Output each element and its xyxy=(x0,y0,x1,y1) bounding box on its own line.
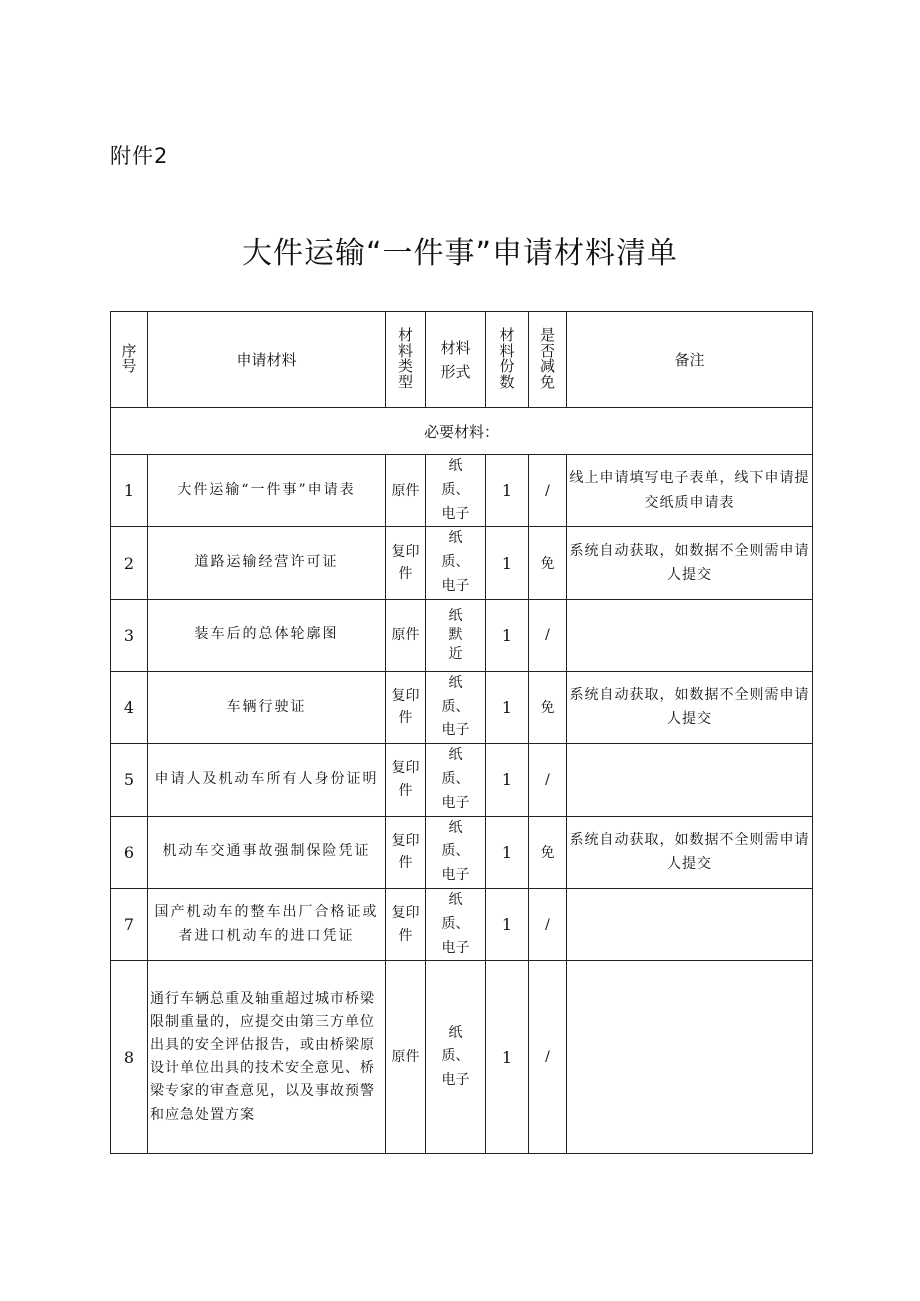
table-row xyxy=(111,455,813,527)
table-row xyxy=(111,527,813,599)
material-form: 纸默近 xyxy=(426,599,486,671)
material-type: 原件 xyxy=(386,599,426,671)
material-note xyxy=(567,888,813,960)
material-name: 申请人及机动车所有人身份证明 xyxy=(148,744,386,816)
document-title: 大件运输“一件事”申请材料清单 xyxy=(241,236,679,271)
material-note: 系统自动获取，如数据不全则需申请人提交 xyxy=(567,671,813,743)
material-copies: 1 xyxy=(486,527,529,599)
material-form: 纸质、电子 xyxy=(426,961,486,1154)
material-type: 复印件 xyxy=(386,816,426,888)
material-type: 复印件 xyxy=(386,744,426,816)
material-note xyxy=(567,599,813,671)
material-copies: 1 xyxy=(486,816,529,888)
table-row xyxy=(111,599,813,671)
row-number: 5 xyxy=(111,744,148,816)
material-exempt: / xyxy=(529,599,567,671)
header-material: 申请材料 xyxy=(148,312,386,408)
row-number: 7 xyxy=(111,888,148,960)
material-exempt: / xyxy=(529,961,567,1154)
header-note: 备注 xyxy=(567,312,813,408)
material-copies: 1 xyxy=(486,455,529,527)
material-form: 纸质、电子 xyxy=(426,527,486,599)
table-row xyxy=(111,888,813,960)
table-row xyxy=(111,671,813,743)
material-name: 大件运输“一件事”申请表 xyxy=(148,455,386,527)
material-type: 复印件 xyxy=(386,671,426,743)
materials-table xyxy=(110,311,813,1154)
material-note: 系统自动获取，如数据不全则需申请人提交 xyxy=(567,816,813,888)
table-row xyxy=(111,744,813,816)
header-exempt: 是否减免 xyxy=(529,312,567,408)
row-number: 8 xyxy=(111,961,148,1154)
material-exempt: / xyxy=(529,455,567,527)
material-copies: 1 xyxy=(486,888,529,960)
material-name: 装车后的总体轮廓图 xyxy=(148,599,386,671)
row-number: 4 xyxy=(111,671,148,743)
header-type: 材料类型 xyxy=(386,312,426,408)
material-form: 纸质、电子 xyxy=(426,816,486,888)
material-form: 纸质、电子 xyxy=(426,455,486,527)
row-number: 2 xyxy=(111,527,148,599)
row-number: 6 xyxy=(111,816,148,888)
material-note xyxy=(567,744,813,816)
material-name: 通行车辆总重及轴重超过城市桥梁限制重量的，应提交由第三方单位出具的安全评估报告，或由桥梁原设计单位出具的技术安全意见、桥梁专家的审查意见，以及事故预警和应急处置方案 xyxy=(148,961,386,1154)
header-copies: 材料份数 xyxy=(486,312,529,408)
material-copies: 1 xyxy=(486,961,529,1154)
material-exempt: / xyxy=(529,744,567,816)
header-seq: 序号 xyxy=(111,312,148,408)
material-note: 线上申请填写电子表单，线下申请提交纸质申请表 xyxy=(567,455,813,527)
material-copies: 1 xyxy=(486,671,529,743)
material-form: 纸质、电子 xyxy=(426,671,486,743)
table-header-row xyxy=(111,312,813,408)
material-exempt: 免 xyxy=(529,816,567,888)
material-exempt: 免 xyxy=(529,527,567,599)
material-name: 车辆行驶证 xyxy=(148,671,386,743)
material-copies: 1 xyxy=(486,599,529,671)
table-row xyxy=(111,816,813,888)
material-note: 系统自动获取，如数据不全则需申请人提交 xyxy=(567,527,813,599)
material-form: 纸质、电子 xyxy=(426,744,486,816)
material-note xyxy=(567,961,813,1154)
material-copies: 1 xyxy=(486,744,529,816)
material-exempt: 免 xyxy=(529,671,567,743)
row-number: 1 xyxy=(111,455,148,527)
material-exempt: / xyxy=(529,888,567,960)
attachment-label: 附件2 xyxy=(110,144,169,168)
section-row xyxy=(111,408,813,455)
material-name: 道路运输经营许可证 xyxy=(148,527,386,599)
row-number: 3 xyxy=(111,599,148,671)
material-type: 原件 xyxy=(386,455,426,527)
section-label: 必要材料： xyxy=(111,408,813,455)
material-type: 原件 xyxy=(386,961,426,1154)
material-type: 复印件 xyxy=(386,888,426,960)
material-form: 纸质、电子 xyxy=(426,888,486,960)
table-row xyxy=(111,961,813,1154)
material-name: 机动车交通事故强制保险凭证 xyxy=(148,816,386,888)
header-form: 材料形式 xyxy=(426,312,486,408)
material-type: 复印件 xyxy=(386,527,426,599)
material-name: 国产机动车的整车出厂合格证或者进口机动车的进口凭证 xyxy=(148,888,386,960)
